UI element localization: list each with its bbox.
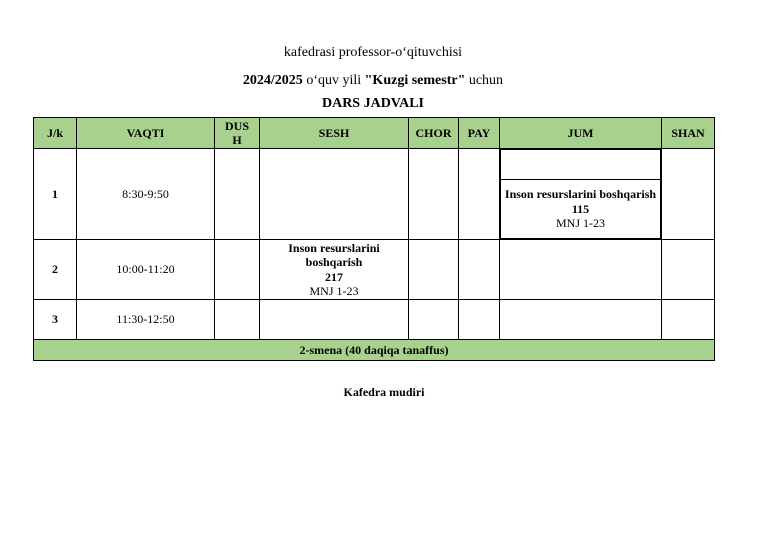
break-row bbox=[34, 340, 715, 361]
column-header-sesh: SESH bbox=[260, 118, 409, 149]
cell-dush bbox=[215, 149, 260, 240]
lesson-sesh bbox=[260, 240, 409, 300]
cell-pay bbox=[459, 149, 500, 240]
cell-jum bbox=[500, 149, 662, 240]
row-number: 3 bbox=[34, 300, 77, 340]
cell-dush bbox=[215, 300, 260, 340]
lesson-room: 115 bbox=[571, 201, 590, 216]
cell-jum bbox=[500, 240, 662, 300]
semester-name: "Kuzgi semestr" bbox=[364, 73, 466, 88]
cell-shan bbox=[662, 300, 715, 340]
academic-year: 2024/2025 bbox=[242, 73, 303, 88]
jum-empty-slot bbox=[501, 150, 661, 180]
header-row bbox=[34, 118, 715, 149]
cell-pay bbox=[459, 300, 500, 340]
column-header-dush: DUS H bbox=[215, 118, 260, 149]
cell-sesh bbox=[260, 149, 409, 240]
column-header-chor: CHOR bbox=[409, 118, 459, 149]
lesson-name: Inson resurslarini boshqarish bbox=[288, 240, 380, 269]
column-header-jk: J/k bbox=[34, 118, 77, 149]
cell-chor bbox=[409, 149, 459, 240]
lesson-group: MNJ 1-23 bbox=[309, 284, 359, 298]
column-header-pay: PAY bbox=[459, 118, 500, 149]
academic-year-line bbox=[0, 73, 746, 89]
cell-dush bbox=[215, 240, 260, 300]
row-time: 8:30-9:50 bbox=[77, 149, 215, 240]
schedule-table bbox=[33, 117, 715, 361]
lesson-jum bbox=[501, 180, 661, 239]
column-header-jum: JUM bbox=[500, 118, 662, 149]
row-number: 1 bbox=[34, 149, 77, 240]
row-number: 2 bbox=[34, 240, 77, 300]
academic-year-suffix: uchun bbox=[465, 73, 504, 88]
lesson-room: 217 bbox=[325, 269, 343, 284]
cell-shan bbox=[662, 240, 715, 300]
cell-jum bbox=[500, 300, 662, 340]
cell-chor bbox=[409, 300, 459, 340]
department-line: kafedrasi professor-o‘qituvchisi bbox=[283, 45, 463, 60]
cell-shan bbox=[662, 149, 715, 240]
academic-year-text: o‘quv yili bbox=[302, 73, 365, 88]
page-title: DARS JADVALI bbox=[321, 96, 425, 111]
row-time: 10:00-11:20 bbox=[77, 240, 215, 300]
jum-split bbox=[500, 149, 661, 239]
lesson-group: MNJ 1-23 bbox=[555, 216, 605, 231]
table-row bbox=[34, 240, 715, 300]
row-time: 11:30-12:50 bbox=[77, 300, 215, 340]
signature-label: Kafedra mudiri bbox=[343, 385, 425, 399]
cell-chor bbox=[409, 240, 459, 300]
break-label: 2-smena (40 daqiqa tanaffus) bbox=[34, 340, 715, 361]
lesson-name: Inson resurslarini boshqarish bbox=[504, 187, 657, 202]
column-header-shan: SHAN bbox=[662, 118, 715, 149]
table-row bbox=[34, 149, 715, 240]
cell-pay bbox=[459, 240, 500, 300]
table-row bbox=[34, 300, 715, 340]
column-header-vaqti: VAQTI bbox=[77, 118, 215, 149]
cell-sesh bbox=[260, 300, 409, 340]
